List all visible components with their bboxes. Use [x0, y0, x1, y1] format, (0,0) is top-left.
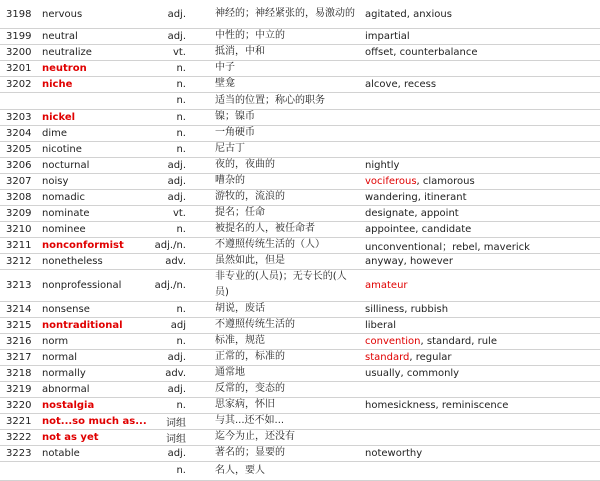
part-of-speech: adj. — [167, 447, 186, 459]
part-of-speech: vt. — [172, 207, 186, 219]
part-of-speech: n. — [176, 95, 186, 106]
row-number: 3214 — [6, 303, 32, 315]
table-row — [0, 365, 600, 382]
synonym-rest: , regular — [409, 351, 452, 363]
table-row — [0, 237, 600, 254]
chinese-definition: 不遵照传统生活的 — [215, 319, 295, 330]
row-number: 3217 — [6, 351, 32, 363]
row-number: 3220 — [6, 399, 32, 411]
english-synonyms: noteworthy — [365, 447, 423, 459]
table-row — [0, 381, 600, 398]
row-number: 3222 — [6, 431, 32, 443]
row-number: 3203 — [6, 111, 32, 123]
english-synonyms — [365, 381, 600, 397]
chinese-definition: 胡说，废话 — [215, 303, 265, 314]
chinese-definition: 迄今为止，还没有 — [215, 431, 295, 442]
english-synonyms: impartial — [365, 30, 410, 42]
headword: normally — [42, 367, 86, 379]
row-number: 3198 — [6, 8, 32, 20]
english-synonyms: usually, commonly — [365, 367, 460, 379]
headword: not as yet — [42, 431, 99, 443]
table-row — [0, 125, 600, 142]
headword: nervous — [42, 8, 83, 20]
table-row — [0, 253, 600, 270]
row-number: 3212 — [6, 255, 32, 267]
table-row — [0, 157, 600, 174]
part-of-speech: n. — [176, 399, 186, 411]
row-number: 3200 — [6, 46, 32, 58]
table-row — [0, 92, 600, 110]
table-row — [0, 301, 600, 318]
english-synonyms: silliness, rubbish — [365, 303, 449, 315]
part-of-speech: adj. — [167, 159, 186, 171]
chinese-definition: 被提名的人，被任命者 — [215, 223, 315, 234]
chinese-definition: 嘈杂的 — [215, 175, 245, 186]
row-number: 3223 — [6, 447, 32, 459]
table-row — [0, 205, 600, 222]
english-synonyms — [365, 92, 600, 109]
headword: nonetheless — [42, 255, 103, 267]
part-of-speech: adj. — [167, 175, 186, 187]
table-row — [0, 269, 600, 302]
chinese-definition: 中性的；中立的 — [215, 30, 285, 41]
headword: nocturnal — [42, 159, 90, 171]
row-number: 3202 — [6, 78, 32, 90]
chinese-definition: 壁龛 — [215, 78, 235, 89]
headword: nickel — [42, 111, 76, 123]
english-synonyms — [365, 141, 600, 157]
chinese-definition: 著名的；显要的 — [215, 447, 285, 458]
chinese-definition: 游牧的，流浪的 — [215, 191, 285, 202]
table-row — [0, 445, 600, 462]
part-of-speech: adj. — [167, 191, 186, 203]
chinese-definition: 抵消，中和 — [215, 46, 265, 57]
chinese-definition: 镍；镍币 — [215, 111, 255, 122]
part-of-speech: adv. — [165, 255, 186, 267]
chinese-definition: 正常的，标准的 — [215, 351, 285, 362]
headword: neutron — [42, 62, 87, 74]
table-row — [0, 317, 600, 334]
headword: nonsense — [42, 303, 90, 315]
english-synonyms: homesickness, reminiscence — [365, 399, 509, 411]
table-row — [0, 44, 600, 61]
row-number: 3207 — [6, 175, 32, 187]
english-synonyms — [365, 413, 600, 429]
part-of-speech: n. — [176, 78, 186, 90]
english-synonyms: offset, counterbalance — [365, 46, 478, 58]
part-of-speech: n. — [176, 127, 186, 139]
chinese-definition: 夜的，夜曲的 — [215, 159, 275, 170]
english-synonyms: designate, appoint — [365, 207, 459, 219]
headword: not...so much as... — [42, 415, 147, 427]
english-synonyms: agitated, anxious — [365, 8, 452, 20]
headword: nostalgia — [42, 399, 95, 411]
english-synonyms — [365, 109, 600, 125]
table-row — [0, 173, 600, 190]
english-synonyms — [365, 173, 600, 189]
headword: nicotine — [42, 143, 82, 155]
english-synonyms — [365, 269, 600, 301]
part-of-speech: n. — [176, 111, 186, 123]
english-synonyms — [365, 125, 600, 141]
chinese-definition: 反常的，变态的 — [215, 383, 285, 394]
table-row — [0, 413, 600, 430]
headword: norm — [42, 335, 69, 347]
headword: normal — [42, 351, 78, 363]
table-row — [0, 141, 600, 158]
row-number: 3209 — [6, 207, 32, 219]
part-of-speech: adj. — [167, 30, 186, 42]
row-number: 3216 — [6, 335, 32, 347]
table-row — [0, 189, 600, 206]
part-of-speech: vt. — [172, 46, 186, 58]
row-number: 3208 — [6, 191, 32, 203]
english-synonyms — [365, 349, 600, 365]
table-row — [0, 0, 600, 29]
english-synonyms: anyway, however — [365, 255, 453, 267]
headword: dime — [42, 127, 68, 139]
row-number: 3213 — [6, 279, 32, 291]
row-number: 3215 — [6, 319, 32, 331]
part-of-speech: adj./n. — [154, 279, 186, 291]
table-row — [0, 333, 600, 350]
headword: nominate — [42, 207, 90, 219]
headword: nomadic — [42, 191, 85, 203]
row-number: 3201 — [6, 62, 32, 74]
headword: nonprofessional — [42, 279, 122, 291]
table-row — [0, 397, 600, 414]
table-row — [0, 461, 600, 481]
chinese-definition: 与其...还不如... — [215, 415, 285, 426]
row-number — [6, 461, 36, 480]
english-synonyms — [365, 60, 600, 76]
table-row — [0, 429, 600, 446]
headword: neutral — [42, 30, 78, 42]
row-number — [6, 92, 36, 109]
english-synonyms — [365, 333, 600, 349]
headword: noisy — [42, 175, 69, 187]
headword: nontraditional — [42, 319, 123, 331]
headword: nonconformist — [42, 239, 124, 251]
english-synonyms: wandering, itinerant — [365, 191, 467, 203]
highlighted-synonym: amateur — [365, 279, 408, 291]
english-synonyms — [365, 461, 600, 480]
part-of-speech: adj. — [167, 8, 186, 20]
chinese-definition: 非专业的(人员)；无专长的(人员) — [215, 271, 347, 298]
chinese-definition: 不遵照传统生活的（人） — [215, 239, 325, 250]
headword: nominee — [42, 223, 86, 235]
chinese-definition: 标准，规范 — [215, 335, 265, 346]
chinese-definition: 中子 — [215, 62, 235, 73]
part-of-speech: n. — [176, 223, 186, 235]
chinese-definition: 神经的；神经紧张的，易激动的 — [215, 8, 355, 19]
chinese-definition: 提名；任命 — [215, 207, 265, 218]
part-of-speech: n. — [176, 62, 186, 74]
row-number: 3199 — [6, 30, 32, 42]
chinese-definition: 通常地 — [215, 367, 245, 378]
synonym-rest: , standard, rule — [420, 335, 497, 347]
headword: neutralize — [42, 46, 92, 58]
part-of-speech: n. — [176, 335, 186, 347]
highlighted-synonym: standard — [365, 351, 410, 363]
english-synonyms: liberal — [365, 319, 397, 331]
part-of-speech: adj. — [167, 351, 186, 363]
highlighted-synonym: vociferous — [365, 175, 417, 187]
chinese-definition: 尼古丁 — [215, 143, 245, 154]
row-number: 3204 — [6, 127, 32, 139]
headword: niche — [42, 78, 73, 90]
part-of-speech: n. — [176, 303, 186, 315]
part-of-speech: adj — [170, 319, 186, 331]
table-row — [0, 221, 600, 238]
highlighted-synonym: convention — [365, 335, 421, 347]
table-row — [0, 28, 600, 45]
table-row — [0, 349, 600, 366]
chinese-definition: 适当的位置；称心的职务 — [215, 94, 325, 106]
english-synonyms: appointee, candidate — [365, 223, 472, 235]
synonym-rest: , clamorous — [416, 175, 475, 187]
part-of-speech: n. — [176, 465, 186, 476]
english-synonyms: alcove, recess — [365, 78, 437, 90]
row-number: 3218 — [6, 367, 32, 379]
row-number: 3205 — [6, 143, 32, 155]
chinese-definition: 一角硬币 — [215, 127, 255, 138]
part-of-speech: 词组 — [166, 417, 186, 429]
english-synonyms: unconventional；rebel, maverick — [365, 241, 530, 253]
table-row — [0, 76, 600, 93]
row-number: 3210 — [6, 223, 32, 235]
table-row — [0, 109, 600, 126]
part-of-speech: n. — [176, 143, 186, 155]
chinese-definition: 思家病，怀旧 — [215, 399, 275, 410]
part-of-speech: adj./n. — [154, 239, 186, 251]
chinese-definition: 名人，要人 — [215, 464, 265, 476]
row-number: 3211 — [6, 239, 32, 251]
row-number: 3206 — [6, 159, 32, 171]
english-synonyms — [365, 429, 600, 445]
english-synonyms: nightly — [365, 159, 400, 171]
part-of-speech: adj. — [167, 383, 186, 395]
headword: abnormal — [42, 383, 90, 395]
part-of-speech: 词组 — [166, 433, 186, 445]
chinese-definition: 虽然如此，但是 — [215, 255, 285, 266]
headword: notable — [42, 447, 80, 459]
row-number: 3221 — [6, 415, 32, 427]
part-of-speech: adv. — [165, 367, 186, 379]
table-row — [0, 60, 600, 77]
row-number: 3219 — [6, 383, 32, 395]
